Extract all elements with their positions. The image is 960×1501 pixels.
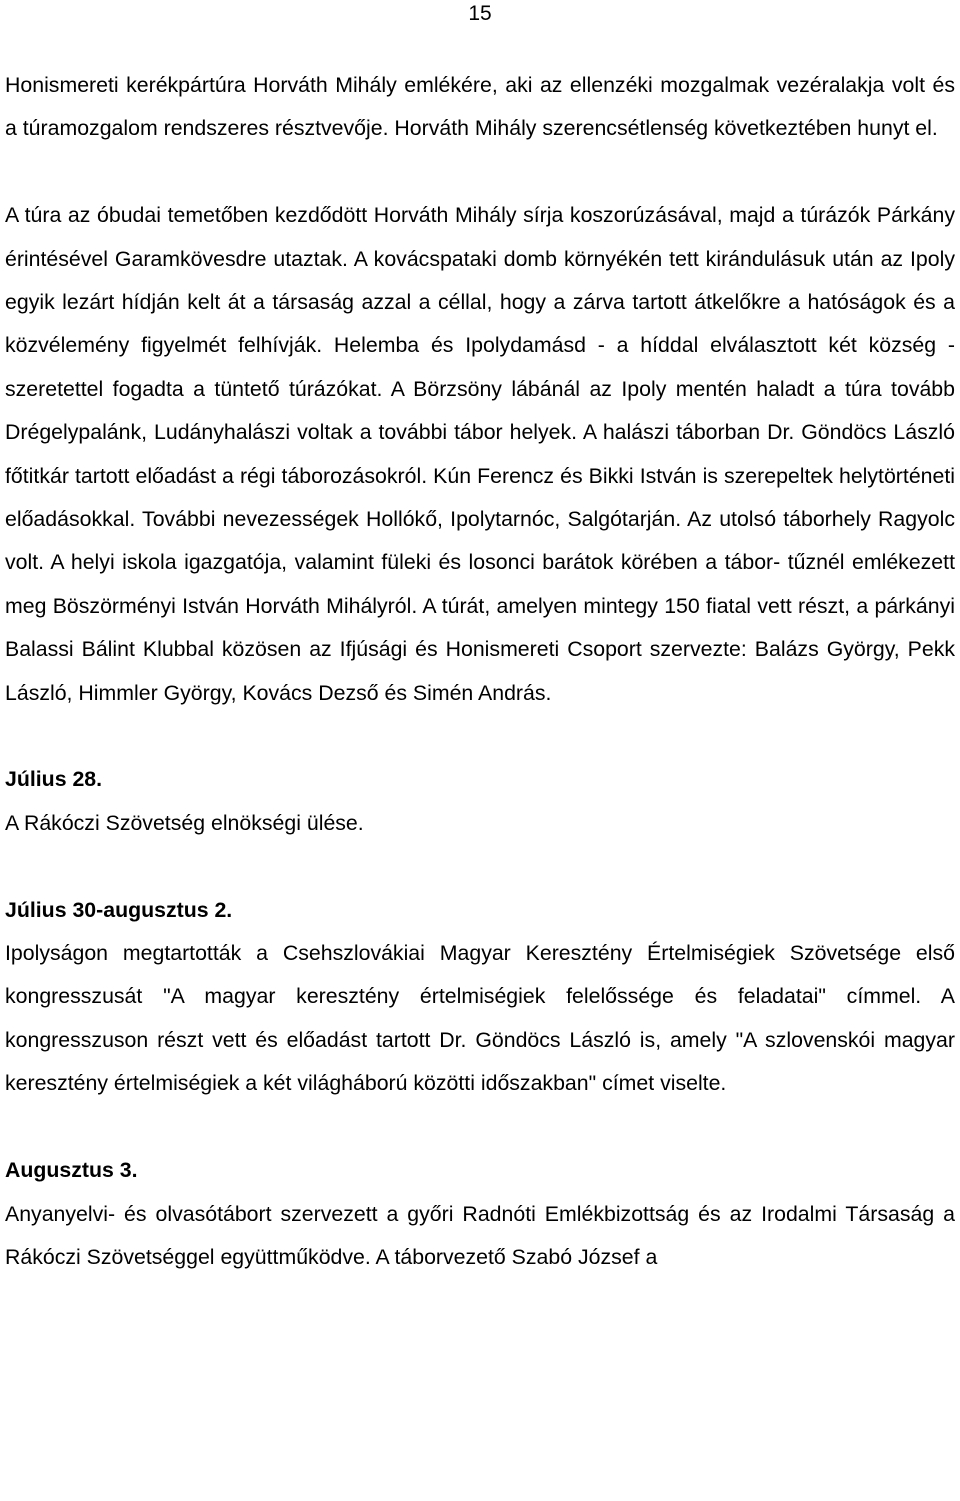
entry-text-august-3: Anyanyelvi- és olvasótábort szervezett a győri Radnóti Emlékbizottság és az Irodalmi Társaság a Rákóczi Szövetséggel együttműködve. A táborvezető Szabó József a <box>5 1201 955 1269</box>
paragraph-spacer <box>5 1106 955 1149</box>
paragraph-tour: A túra az óbudai temetőben kezdődött Horváth Mihály sírja koszorúzásával, majd a túrázók Párkány érintésével Garamkövesdre utaztak. A kovácspataki domb környékén tett kirándulásuk után az Ipoly egyik lezárt hídján kelt át a társaság azzal a céllal, hogy a zárva tartott átkelőkre a hatóságok és a közvélemény figyelmét felhívják. Helemba és Ipolydamásd - a híddal elválasztott két község - szeretettel fogadta a tüntető túrázókat. A Börzsöny lábánál az Ipoly mentén haladt a túra tovább Drégelypalánk, Ludányhalászi voltak a további tábor helyek. A halászi táborban Dr. Göndöcs László főtitkár tartott előadást a régi táborozásokról. Kún Ferencz és Bikki István is szerepeltek helytörténeti előadásokkal. További nevezességek Hollókő, Ipolytarnóc, Salgótarján. Az utolsó táborhely Ragyolc volt. A helyi iskola igazgatója, valamint füleki és losonci barátok körében a tábor- tűznél emlékezett meg Böszörményi István Horváth Mihályról. A túrát, amelyen mintegy 150 fiatal vett részt, a párkányi Balassi Bálint Klubbal közösen az Ifjúsági és Honismereti Csoport szervezte: Balázs György, Pekk László, Himmler György, Kovács Dezső és Simén András. <box>5 203 955 705</box>
entry-date-august-3: Augusztus 3. <box>5 1158 138 1183</box>
entry-date-july-28: Július 28. <box>5 767 103 792</box>
paragraph-intro: Honismereti kerékpártúra Horváth Mihály emlékére, aki az ellenzéki mozgalmak vezéralakja volt és a túramozgalom rendszeres résztvevője. Horváth Mihály szerencsétlenség következtében hunyt el. <box>5 73 955 141</box>
paragraph-spacer <box>5 151 955 194</box>
page-number: 15 <box>468 2 492 25</box>
document-body <box>5 64 955 1279</box>
paragraph-spacer <box>5 715 955 758</box>
entry-date-july-30: Július 30-augusztus 2. <box>5 897 233 922</box>
entry-text-july-28: A Rákóczi Szövetség elnökségi ülése. <box>5 810 364 835</box>
paragraph-spacer <box>5 845 955 888</box>
entry-text-july-30: Ipolyságon megtartották a Csehszlovákiai Magyar Keresztény Értelmiségiek Szövetsége első kongresszusát "A magyar keresztény értelmiségiek felelőssége és feladatai" címmel. A kongresszuson részt vett és előadást tartott Dr. Göndöcs László is, amely "A szlovenskói magyar keresztény értelmiségiek a két világháború közötti időszakban" címet viselte. <box>5 941 955 1096</box>
